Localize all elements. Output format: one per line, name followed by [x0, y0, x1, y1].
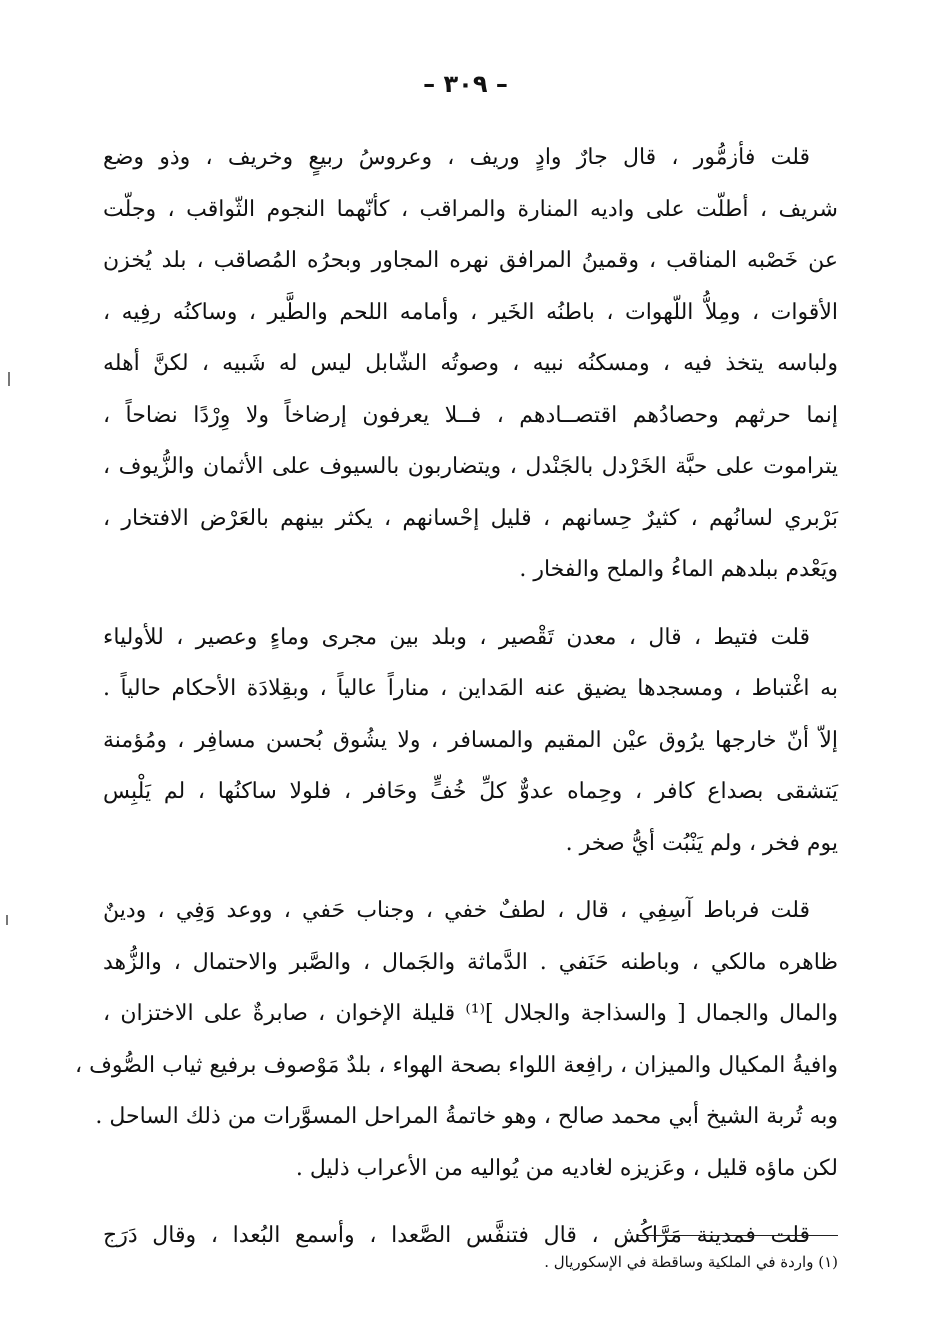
text-line: ويَعْدم ببلدهم الماءُ والملح والفخار . — [519, 557, 838, 582]
text-line: وافيةُ المكيال والميزان ، رافِعة اللواء بصحة الهواء ، بلدٌ مَوْصوف برفيع ثياب الصُّوف ، — [75, 1052, 838, 1078]
paragraph-azemmour — [103, 132, 838, 596]
paragraph-ribat-asfi — [75, 885, 838, 1194]
text-line: وبه تُربة الشيخ أبي محمد صالح ، وهو خاتمةُ المراحل المسوَّرات من ذلك الساحل . — [95, 1104, 838, 1129]
left-margin-mark-top — [8, 372, 10, 386]
main-text — [75, 132, 838, 1262]
text-line: الأقوات ، ومِلاُّ اللّهوات ، باطنُه الخَير ، وأمامه اللحم والطَّير ، وساكنُه رفِيه ، — [103, 299, 838, 325]
text-line: يوم فخر ، ولم يَنْبُت أيُّ صخر . — [565, 830, 838, 856]
text-line: يتراموت على حبَّة الخَرْدل بالجَنْدل ، ويتضاربون بالسيوف على الأثمان والزُّيوف ، — [103, 454, 838, 479]
left-margin-mark-bottom — [6, 915, 8, 925]
paragraph-tit — [103, 612, 838, 870]
footnote: (١) واردة في الملكية وساقطة في الإسكوريال . — [544, 1253, 838, 1271]
text-line: يَتشقى بصداع كافر ، وحِماه عدوٌّ كلِّ خُفٍّ وحَافر ، فلولا ساكنُها ، لم يَلْبِس — [103, 779, 838, 804]
text-line: إلاّ أنّ خارجها يرُوق عيْن المقيم والمسافر ، ولا يشُوق بُحسن مسافِر ، ومُؤمنة — [103, 727, 838, 753]
text-line: قلت فأزمُّور ، قال جارٌ وادٍ وريف ، وعروسُ ربيعٍ وخريف ، وذو وضع — [103, 145, 810, 170]
text-line: لكن ماؤه قليل ، وعَزيزه لغاديه من يُواليه من الأعراب ذليل . — [295, 1155, 838, 1181]
text-line: قلت فمدينة مَرَّاكُش ، قال فتنفَّس الصَّعدا ، وأسمع البُعدا ، وقال دَرَج — [103, 1223, 810, 1248]
text-line: والمال والجمال [ والسذاجة والجلال ]⁽¹⁾ قليلة الإخوان ، صابرةٌ على الاختزان ، — [103, 1001, 838, 1026]
text-line: ولباسه يتخذ فيه ، ومسكنُه نبيه ، وصوتُه الشّابل ليس له شَبيه ، لكنَّ أهله — [103, 351, 838, 376]
footnote-separator — [638, 1235, 838, 1236]
text-line: به اغْتباط ، ومسجدها يضيق عنه المَداين ، مناراً عالياً ، وبقِلادَة الأحكام حالياً . — [103, 676, 838, 701]
page-number: – ٣٠٩ – — [423, 70, 508, 98]
text-line: عن خَصْبه المناقب ، وقمينُ المرافق نهره المجاور وبحرُه المُصاقب ، بلد يُخزن — [103, 248, 838, 273]
text-line: قلت فتيط ، قال ، معدن تَقْصير ، وبلد بين مجرى وماءٍ وعصير ، للأولياء — [103, 624, 810, 650]
text-line: ظاهره مالكي ، وباطنه حَنَفي . الدَّماثة والجَمال ، والصَّبر والاحتمال ، والزُّهد — [103, 949, 838, 975]
text-line: إنما حرثهم وحصادُهم اقتصــادهم ، فــلا يعرفون إرضاخاً ولا وِرْدًا نضاحاً ، — [103, 402, 838, 428]
text-line: قلت فرباط آسِفِي ، قال ، لطفٌ خفي ، وجناب حَفي ، ووعد وَفِي ، ودينٌ — [103, 898, 810, 923]
text-line: بَرْبري لسانُهم ، كثيرٌ حِسانهم ، قليل إحْسانهم ، يكثر بينهم بالعَرْض الافتخار ، — [103, 505, 838, 531]
text-line: شريف ، أطلّت على واديه المنارة والمراقب ، كأنّهما النجوم الثّواقب ، وجلّت — [103, 196, 838, 222]
